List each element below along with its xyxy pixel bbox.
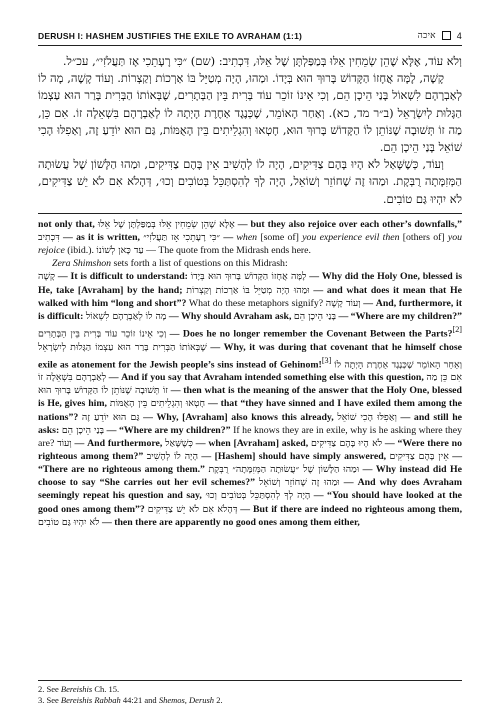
running-header — [38, 30, 462, 46]
running-header-book: איכה — [417, 31, 436, 41]
running-header-title: DERUSH I: HASHEM JUSTIFIES THE EXILE TO AVRAHAM (1:1) — [38, 30, 303, 41]
english-paragraph: Zera Shimshon sets forth a list of questions on this Midrash: — [52, 258, 288, 270]
section-divider — [38, 213, 462, 214]
hebrew-text-block — [38, 53, 462, 208]
hebrew-paragraph: קָשֶׁה, לָמָּה אֲחָזוֹ הַקָּדוֹשׁ בָּרוּךְ הוּא בְּיָדוֹ. וּמַהוּ, הָיָה מְטַיֵּל בּוֹ אַרְכוֹת וְקַצְרוֹת. וְעוֹד קָשֶׁה, מָה לוֹ לְאַבְרָהָם לִשְׁאוֹל בָּנַי הֵיכָן הֵם, וְכִי אֵינוֹ זוֹכֵר עוֹד בְּרִית בֵּין הַבְּתָרִים, שֶׁבְּאוֹתוֹ הַבְּרִית בָּרַר הוּא עַצְמוֹ הַגָּלוּת לְיִשְׂרָאֵל (ב״ר מד, כא). וְאַחַר הָאוֹמֵר, שֶׁכְּנֶגֶד אַחֶרֶת הָיְתָה לוֹ לְאַבְרָהָם בִּשְׁאֵלָה זוֹ. אִם כֵּן, מַה זוֹ תְּשׁוּבָה שֶׁנּוֹתֵן לוֹ הַקָּדוֹשׁ בָּרוּךְ הוּא, חָטְאוּ וְהִגְלֵיתִים בֵּין הָאֻמּוֹת, גַּם הוּא יוֹדֵעַ זֶה, וְאַפִלּוּ הָכִי שׁוֹאֵל בָּנַי הֵיכָן הֵם. — [38, 71, 462, 155]
page-number: 4 — [456, 30, 462, 41]
english-commentary — [38, 218, 462, 529]
running-header-right — [418, 30, 462, 41]
footnotes — [38, 680, 462, 706]
english-paragraph: not only that, אֶלָּא שֶׁהֵן שְׂמֵחִין אֵלּוּ בְּמַפַּלְתָּן שֶׁל אֵלּוּ — but they also rejoice over each other’s downfalls,” דִּכְתִיב — as it is written, ״כִּי רָעָתֵכִי אָז תַּעֲלֹזִי״ — when [some of] you experience evil then [others of] you rejoice (ibid.). עַד כָּאן לְשׁוֹנוֹ — The quote from the Midrash ends here. — [38, 218, 463, 257]
footnote: 2. See Bereishis Ch. 15. — [38, 684, 120, 694]
english-paragraph: קָשֶׁה — It is difficult to understand: לָמָּה אֲחָזוֹ הַקָּדוֹשׁ בָּרוּךְ הוּא בְּיָדוֹ — Why did the Holy One, blessed is He, take [Avraham] by the hand; וּמַהוּ הָיָה מְטַיֵּל בּוֹ אַרְכוֹת וְקַצְרוֹת — and what does it mean that He walked with him “long and short”? What do these metaphors signify? וְעוֹד קָשֶׁה — And, furthermore, it is difficult: מָה לוֹ לְאַבְרָהָם לִשְׁאוֹל — Why should Avraham ask, בָּנַי הֵיכָן הֵם — “Where are my children?” וְכִי אֵינוֹ זוֹכֵר עוֹד בְּרִית בֵּין הַבְּתָרִים — Does he no longer remember the Covenant Between the Parts?[2] שֶׁבְּאוֹתוֹ הַבְּרִית בָּרַר הוּא עַצְמוֹ הַגָּלוּת לְיִשְׂרָאֵל — Why, it was during that covenant that he himself chose exile as atonement for the Jewish people’s sins instead of Gehinom![3] וְאַחַר הָאוֹמֵר שֶׁכְּנֶגֶד אַחֶרֶת הָיְתָה לוֹ לְאַבְרָהָם בִּשְׁאֵלָה זוֹ — And if you say that Avraham intended something else with this question, אִם כֵּן מַה זוֹ תְּשׁוּבָה שֶׁנּוֹתֵן לוֹ הַקָּדוֹשׁ בָּרוּךְ הוּא — then what is the meaning of the answer that the Holy One, blessed is He, gives him, חָטְאוּ וְהִגְלֵיתִים בֵּין הָאֻמּוֹת — that “they have sinned and I have exiled them among the nations”? גַּם הוּא יוֹדֵעַ זֶה — Why, [Avraham] also knows this already, וְאַפִלּוּ הָכִי שׁוֹאֵל — and still he asks: בָּנַי הֵיכָן הֵם — “Where are my children?” If he knows they are in exile, why is he asking where they are? וְעוֹד — And furthermore, כְּשֶׁשָּׁאַל — when [Avraham] asked, לֹא הָיוּ בָּהֶם צַדִּיקִים — “Were there no righteous among them?” הָיָה לוֹ לְהָשִׁיב — [Hashem] should have simply answered, אֵין בָּהֶם צַדִּיקִים — “There are no righteous among them.” וּמַהוּ הַלָּשׁוֹן שֶׁל ״עֲשׂוּתָה הַמְּזִמָּתָה״ רֻבְּקָת — Why instead did He choose to say “She carries out her evil schemes?” וּמַהוּ זֶה שֶׁחוֹזֵר וְשׁוֹאֵל — And why does Avraham seemingly repeat his question and say, הָיָה לְךָ לְהִסְתַּכֵּל בְּטוֹבִים וְכוּ׳ — “You should have looked at the good ones among them”? דְּהָלֹא אִם לֹא יֵשׁ צַדִּיקִים — But if there are indeed no righteous among them, לֹא יִהְיוּ גַּם טוֹבִים — then there are apparently no good ones among them either, — [38, 271, 463, 528]
hebrew-paragraph: וְעוֹד, כְּשֶׁשָּׁאַל לֹא הָיוּ בָּהֶם צַדִּיקִים, הָיָה לוֹ לְהָשִׁיב אֵין בָּהֶם צַדִּיקִים, וּמַהוּ הַלָּשׁוֹן שֶׁל עֲשׂוּתָה הַמְּזִמָּתָה רֻבְּקָת. וּמַהוּ זֶה שֶׁחוֹזֵר וְשׁוֹאֵל, הָיָה לְךָ לְהִסְתַּכֵּל בְּטוֹבִים וְכוּ׳, דְּהָלֹא אִם לֹא יֵשׁ צַדִּיקִים, לֹא יִהְיוּ גַּם טוֹבִים. — [38, 157, 462, 206]
page — [38, 30, 462, 529]
hebrew-paragraph: וְלֹא עוֹד, אֶלָּא שֶׁהֵן שְׂמֵחִין אֵלּוּ בְּמַפַּלְתָּן שֶׁל אֵלּוּ, דִּכְתִיב: (שם) ״כִּי רָעָתֵכִי אָז תַּעֲלֹזִי״, עכ״ל. — [62, 54, 462, 68]
footnote: 3. See Bereishis Rabbah 44:21 and Shemos, Derush 2. — [38, 695, 223, 705]
square-ornament-icon — [442, 31, 451, 40]
